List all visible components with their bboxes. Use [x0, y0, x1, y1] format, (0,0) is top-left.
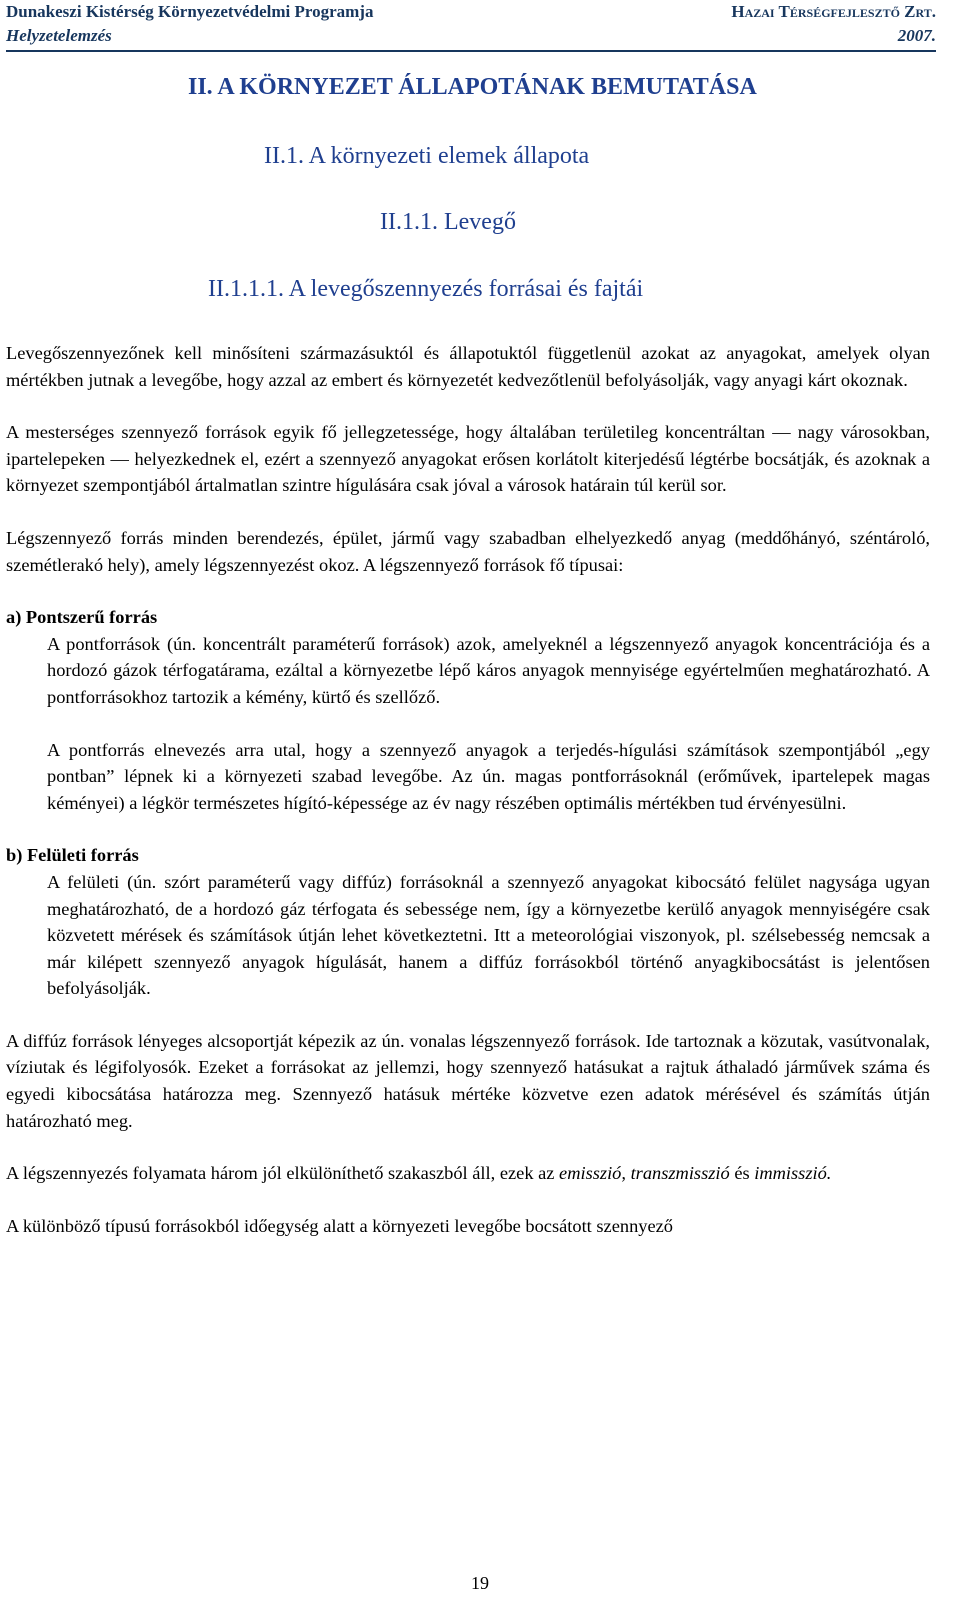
process-text-and: és	[729, 1163, 755, 1184]
paragraph-final: A különböző típusú forrásokból időegység alatt a környezeti levegőbe bocsátott szennyező	[6, 1215, 673, 1236]
list-heading-point-source: a) Pontszerű forrás	[6, 607, 158, 628]
term-emission-transmission: emisszió, transzmisszió	[559, 1163, 730, 1184]
header-company: Hazai Térségfejlesztő Zrt.	[731, 2, 936, 21]
header-program-title: Dunakeszi Kistérség Környezetvédelmi Programja	[6, 2, 374, 21]
subsubsection-heading: II.1.1.1. A levegőszennyezés forrásai és fajtái	[208, 276, 644, 302]
paragraph-point-source-2: A pontforrás elnevezés arra utal, hogy a szennyező anyagok a terjedés-hígulási számítások szempontjából „egy pontban” lépnek ki a környezeti szabad levegőbe. Az ún. magas pontforrásoknál (erőművek, ipartelepek magas kéményei) a légkör természetes hígító-képessége az év nagy részében optimális mértékben tud érvényesülni.	[47, 739, 930, 813]
header-section: Helyzetelemzés	[6, 26, 112, 45]
page-number: 19	[471, 1573, 489, 1593]
paragraph-point-source-1: A pontforrások (ún. koncentrált paraméterű források) azok, amelyeknél a légszennyező anyagok koncentrációja és a hordozó gázok térfogatárama, ezáltal a környezetbe lépő káros anyagok mennyisége egyértelműen meghatározható. A pontforrásokhoz tartozik a kémény, kürtő és szellőző.	[47, 633, 930, 707]
section-heading: II.1. A környezeti elemek állapota	[264, 143, 590, 169]
header-year: 2007.	[897, 26, 936, 45]
paragraph-process	[6, 1160, 930, 1187]
body-text	[6, 340, 930, 1239]
paragraph-definition: Levegőszennyezőnek kell minősíteni származásuktól és állapotuktól függetlenül azokat az anyagokat, amelyek olyan mértékben jutnak a levegőbe, hogy azzal az embert és környezetét kedvezőtlenül befolyásolják, vagy anyagi kárt okoznak.	[6, 343, 930, 390]
page-header	[6, 0, 936, 52]
term-immission: immisszió.	[754, 1163, 832, 1184]
chapter-heading: II. A KÖRNYEZET ÁLLAPOTÁNAK BEMUTATÁSA	[188, 74, 757, 100]
subsection-heading: II.1.1. Levegő	[380, 209, 516, 235]
process-text-start: A légszennyezés folyamata három jól elkülöníthető szakaszból áll, ezek az	[6, 1163, 560, 1184]
paragraph-area-source: A felületi (ún. szórt paraméterű vagy diffúz) forrásoknál a szennyező anyagokat kibocsátó felület nagysága ugyan meghatározható, de a hordozó gáz térfogata és sebessége nem, így a környezetbe kerülő anyagok mennyiségére csak közvetett mérések és számítások útján lehet következtetni. Itt a meteorológiai viszonyok, pl. szélsebesség nemcsak a már kilépett szennyező anyagok hígulását, hanem a diffúz forrásokból történő anyagkibocsátást is jelentősen befolyásolják.	[47, 871, 930, 999]
paragraph-line-sources: A diffúz források lényeges alcsoportját képezik az ún. vonalas légszennyező források. Ide tartoznak a közutak, vasútvonalak, víziutak és légifolyosók. Ezeket a forrásokat az jellemzi, hogy szennyező hatásukat a rajtuk áthaladó járművek száma és egyedi kibocsátása határozza meg. Szennyező hatásuk mértéke közvetve ezen adatok mérésével és számítás útján határozható meg.	[6, 1030, 930, 1131]
list-heading-area-source: b) Felületi forrás	[6, 845, 139, 866]
paragraph-source-types: Légszennyező forrás minden berendezés, épület, jármű vagy szabadban elhelyezkedő anyag (meddőhányó, széntároló, szemétlerakó hely), amely légszennyezést okoz. A légszennyező források fő típusai:	[6, 527, 930, 575]
paragraph-artificial-sources: A mesterséges szennyező források egyik fő jellegzetessége, hogy általában területileg koncentráltan — nagy városokban, ipartelepeken — helyezkednek el, ezért a szennyező anyagokat erősen korlátolt kiterjedésű légtérbe bocsátják, és azoknak a környezet szempontjából ártalmatlan szintre hígulására csak jóval a városok határain túl kerül sor.	[6, 422, 930, 496]
